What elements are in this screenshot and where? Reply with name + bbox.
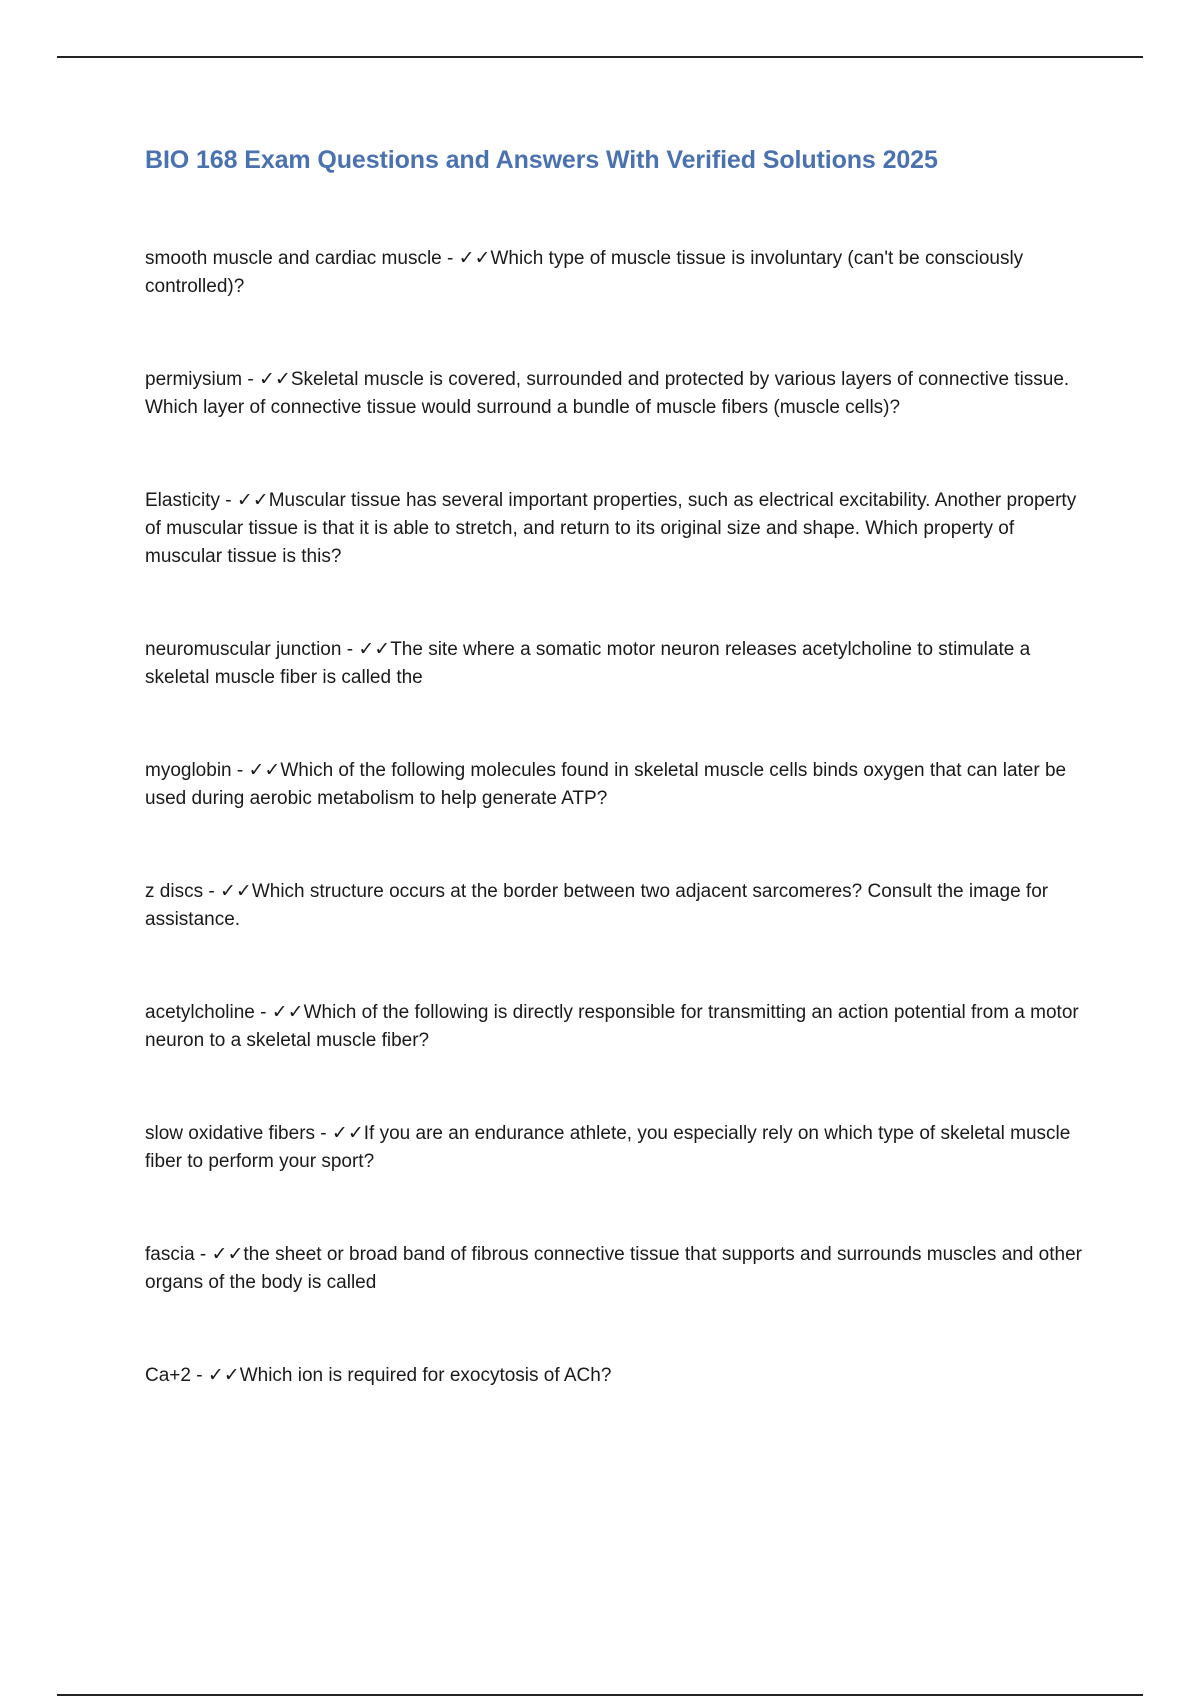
header-rule bbox=[57, 56, 1143, 58]
answer-separator: - bbox=[315, 1123, 332, 1144]
qa-item bbox=[145, 1240, 1090, 1297]
question-text: the sheet or broad band of fibrous connective tissue that supports and surrounds muscles and other organs of the body is called bbox=[145, 1244, 1082, 1293]
qa-list bbox=[145, 244, 1090, 1454]
double-check-icon: ✓✓ bbox=[331, 1122, 364, 1144]
answer-text: myoglobin bbox=[145, 760, 232, 781]
qa-item bbox=[145, 365, 1090, 422]
double-check-icon: ✓✓ bbox=[236, 489, 269, 511]
double-check-icon: ✓✓ bbox=[211, 1243, 244, 1265]
document-title: BIO 168 Exam Questions and Answers With Verified Solutions 2025 bbox=[145, 146, 938, 174]
answer-separator: - bbox=[203, 881, 220, 902]
double-check-icon: ✓✓ bbox=[259, 368, 291, 390]
double-check-icon: ✓✓ bbox=[358, 638, 391, 660]
qa-item bbox=[145, 877, 1090, 934]
answer-separator: - bbox=[242, 369, 260, 390]
answer-text: permiysium bbox=[145, 369, 243, 390]
question-text: Which type of muscle tissue is involuntary (can't be consciously controlled)? bbox=[145, 248, 1024, 297]
answer-text: fascia bbox=[145, 1244, 195, 1265]
question-text: Which ion is required for exocytosis of ACh? bbox=[239, 1365, 612, 1386]
double-check-icon: ✓✓ bbox=[458, 247, 491, 269]
answer-separator: - bbox=[194, 1244, 212, 1265]
answer-separator: - bbox=[341, 639, 359, 660]
qa-item bbox=[145, 244, 1090, 301]
double-check-icon: ✓✓ bbox=[248, 759, 281, 781]
question-text: Which structure occurs at the border between two adjacent sarcomeres? Consult the image for assistance. bbox=[145, 881, 1049, 930]
qa-item bbox=[145, 998, 1090, 1055]
question-text: Muscular tissue has several important properties, such as electrical excitability. Another property of muscular tissue is that it is able to stretch, and return to its original size and shape. Which property of muscular tissue is this? bbox=[145, 490, 1077, 567]
footer-rule bbox=[57, 1694, 1143, 1696]
qa-item bbox=[145, 1361, 1090, 1390]
answer-separator: - bbox=[190, 1365, 208, 1386]
answer-text: neuromuscular junction bbox=[145, 639, 342, 660]
qa-item bbox=[145, 635, 1090, 692]
qa-item bbox=[145, 1119, 1090, 1176]
question-text: If you are an endurance athlete, you especially rely on which type of skeletal muscle fiber to perform your sport? bbox=[145, 1123, 1071, 1172]
answer-text: z discs bbox=[145, 881, 204, 902]
double-check-icon: ✓✓ bbox=[219, 880, 252, 902]
answer-separator: - bbox=[441, 248, 459, 269]
answer-text: Ca+2 bbox=[145, 1365, 191, 1386]
question-text: Skeletal muscle is covered, surrounded and protected by various layers of connective tissue. Which layer of connective tissue would surround a bundle of muscle fibers (muscle cells)? bbox=[145, 369, 1070, 418]
answer-text: Elasticity bbox=[145, 490, 220, 511]
question-text: Which of the following is directly responsible for transmitting an action potential from a motor neuron to a skeletal muscle fiber? bbox=[145, 1002, 1079, 1051]
answer-text: slow oxidative fibers bbox=[145, 1123, 316, 1144]
answer-separator: - bbox=[231, 760, 249, 781]
double-check-icon: ✓✓ bbox=[271, 1001, 304, 1023]
answer-separator: - bbox=[254, 1002, 272, 1023]
double-check-icon: ✓✓ bbox=[207, 1364, 240, 1386]
question-text: The site where a somatic motor neuron releases acetylcholine to stimulate a skeletal muscle fiber is called the bbox=[145, 639, 1031, 688]
answer-separator: - bbox=[219, 490, 237, 511]
qa-item bbox=[145, 756, 1090, 813]
qa-item bbox=[145, 486, 1090, 571]
answer-text: acetylcholine bbox=[145, 1002, 255, 1023]
question-text: Which of the following molecules found in skeletal muscle cells binds oxygen that can later be used during aerobic metabolism to help generate ATP? bbox=[145, 760, 1067, 809]
answer-text: smooth muscle and cardiac muscle bbox=[145, 248, 442, 269]
